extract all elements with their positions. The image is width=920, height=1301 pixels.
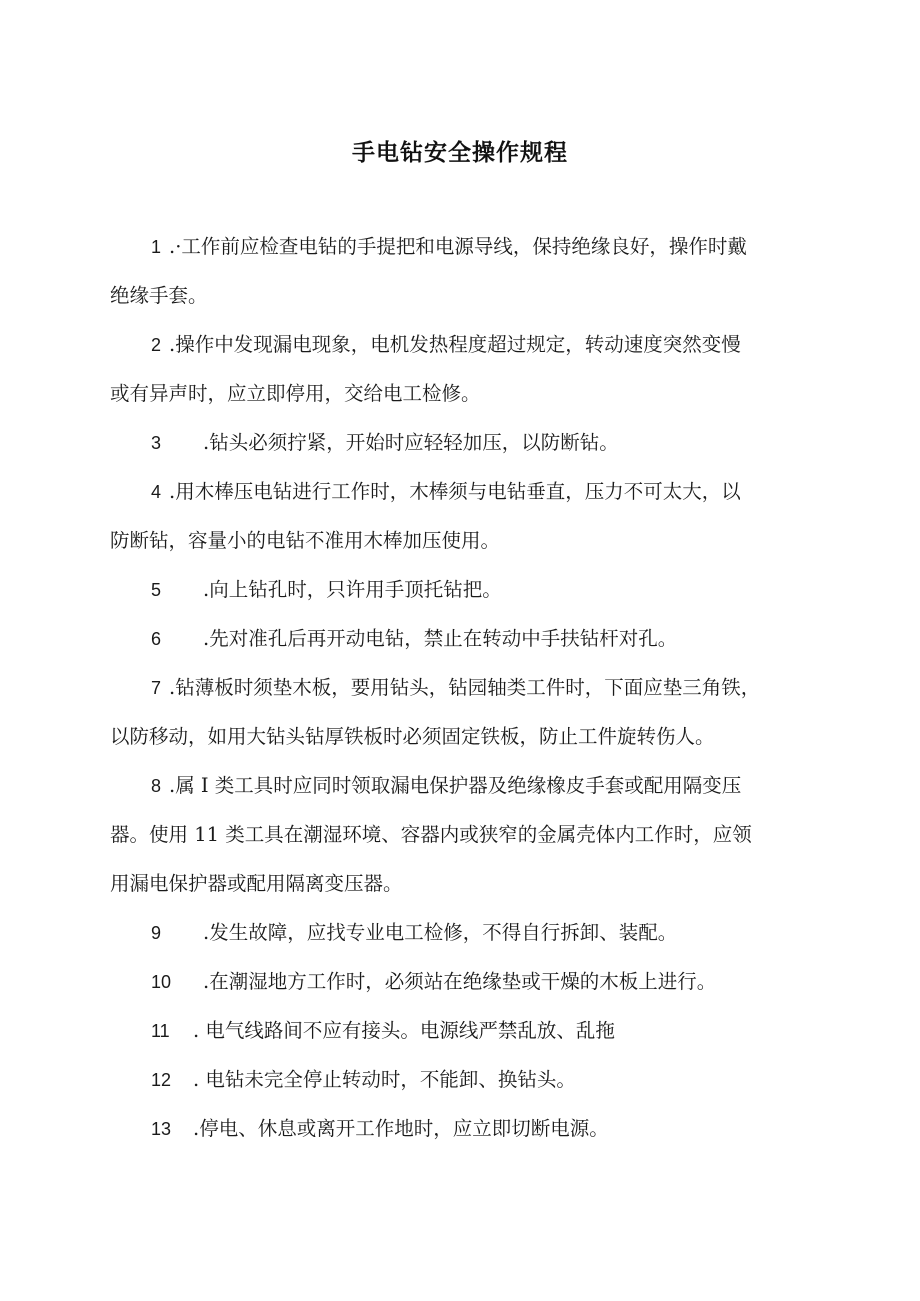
rule-number: 12: [151, 1070, 172, 1090]
rule-text: .属 I 类工具时应同时领取漏电保护器及绝缘橡皮手套或配用隔变压: [169, 774, 742, 797]
rule-text: .钻头必须拧紧，开始时应轻轻加压，以防断钻。: [203, 431, 619, 454]
rule-number: 5: [151, 580, 162, 600]
rule-item-5: [110, 565, 830, 614]
rule-text: .钻薄板时须垫木板，要用钻头，钻园轴类工件时，下面应垫三角铁，: [169, 676, 761, 699]
rule-number: 1: [151, 237, 162, 257]
rule-list: [110, 222, 830, 1153]
rule-text: 用漏电保护器或配用隔离变压器。: [110, 872, 403, 895]
rule-number: 8: [151, 776, 162, 796]
rule-number: 4: [151, 482, 162, 502]
rule-number: 6: [151, 629, 162, 649]
page-title: 手电钻安全操作规程: [352, 140, 568, 166]
rule-item-7: [110, 663, 830, 761]
rule-text: .操作中发现漏电现象，电机发热程度超过规定，转动速度突然变慢: [169, 333, 741, 356]
rule-number: 3: [151, 433, 162, 453]
rule-item-11: [110, 1006, 830, 1055]
rule-item-12: [110, 1055, 830, 1104]
rule-number: 10: [151, 972, 172, 992]
rule-text: .停电、休息或离开工作地时，应立即切断电源。: [193, 1117, 609, 1140]
rule-item-13: [110, 1104, 830, 1153]
rule-number: 11: [151, 1021, 170, 1041]
rule-number: 13: [151, 1119, 172, 1139]
rule-text: 或有异声时，应立即停用，交给电工检修。: [110, 382, 481, 405]
rule-item-3: [110, 418, 830, 467]
rule-text: 防断钻，容量小的电钻不准用木棒加压使用。: [110, 529, 501, 552]
rule-text: 器。使用 11 类工具在潮湿环境、容器内或狭窄的金属壳体内工作时，应领: [110, 823, 752, 846]
rule-text: .用木棒压电钻进行工作时，木棒须与电钻垂直，压力不可太大，以: [169, 480, 741, 503]
rule-text: . 电钻未完全停止转动时，不能卸、换钻头。: [193, 1068, 576, 1091]
rule-text: . 电气线路间不应有接头。电源线严禁乱放、乱拖: [193, 1019, 615, 1042]
rule-text: .向上钻孔时，只许用手顶托钻把。: [203, 578, 502, 601]
rule-text: 以防移动，如用大钻头钻厚铁板时必须固定铁板，防止工件旋转伤人。: [110, 725, 715, 748]
rule-text: .发生故障，应找专业电工检修，不得自行拆卸、装配。: [203, 921, 678, 944]
rule-item-1: [110, 222, 830, 320]
rule-text: .·工作前应检查电钻的手提把和电源导线，保持绝缘良好，操作时戴: [169, 235, 747, 258]
rule-item-10: [110, 957, 830, 1006]
rule-text: 绝缘手套。: [110, 284, 208, 307]
rule-number: 7: [151, 678, 162, 698]
rule-item-2: [110, 320, 830, 418]
rule-text: .在潮湿地方工作时，必须站在绝缘垫或干燥的木板上进行。: [203, 970, 717, 993]
rule-item-8: [110, 761, 830, 908]
rule-number: 2: [151, 335, 162, 355]
rule-item-4: [110, 467, 830, 565]
rule-number: 9: [151, 923, 162, 943]
rule-item-6: [110, 614, 830, 663]
rule-text: .先对准孔后再开动电钻，禁止在转动中手扶钻杆对孔。: [203, 627, 678, 650]
rule-item-9: [110, 908, 830, 957]
